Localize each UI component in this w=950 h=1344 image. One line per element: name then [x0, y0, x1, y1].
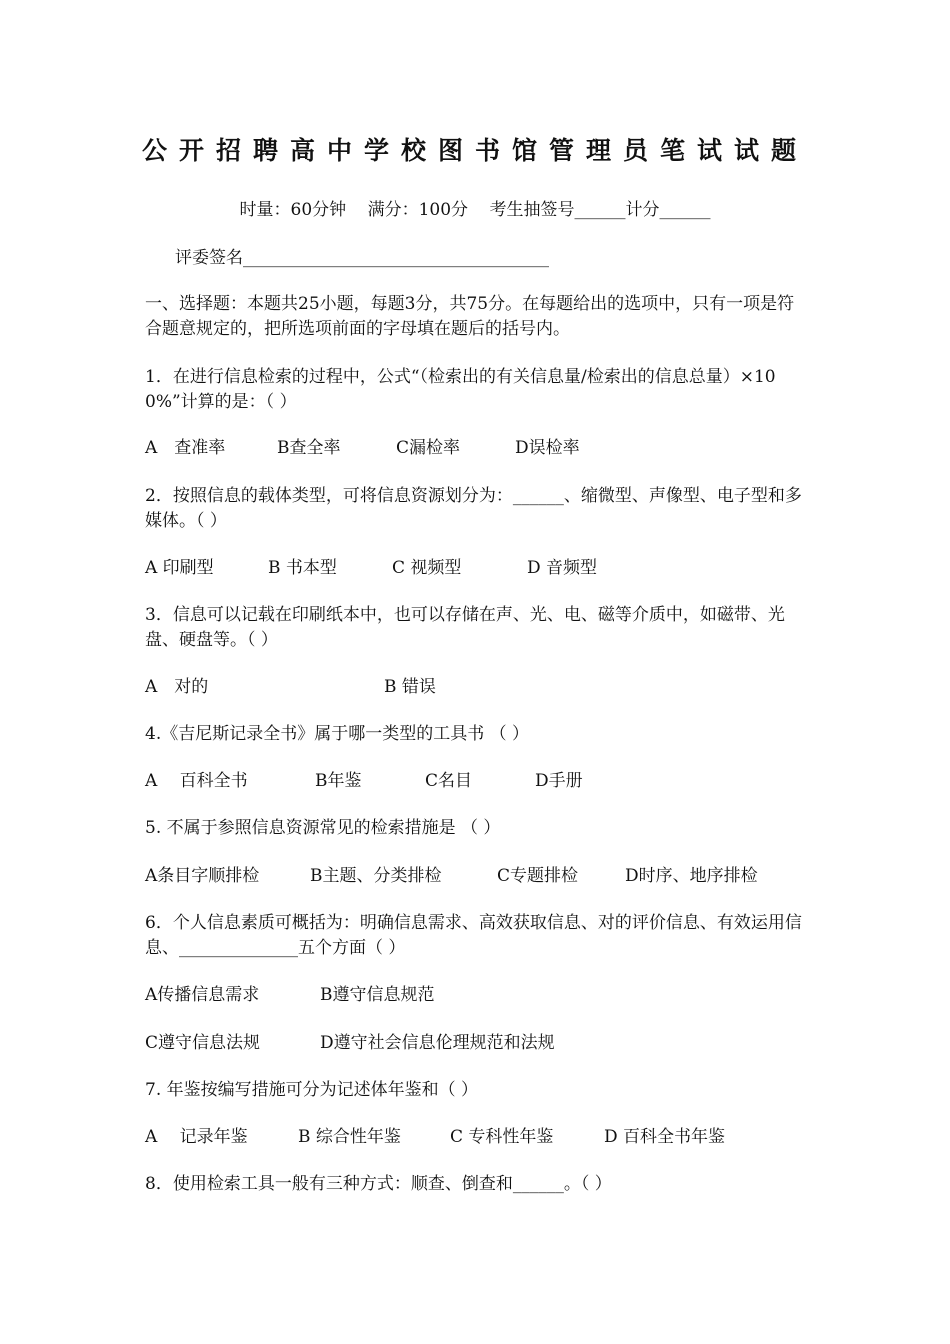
- question-5-option-a: A条目字顺排检: [145, 866, 260, 886]
- question-4: 4.《吉尼斯记录全书》属于哪一类型的工具书 （ ）: [145, 724, 530, 744]
- question-7: 7. 年鉴按编写措施可分为记述体年鉴和（ ）: [145, 1080, 479, 1100]
- question-6-option-a: A传播信息需求: [145, 985, 260, 1005]
- question-1-option-a: A 查准率: [145, 438, 226, 458]
- question-6-option-c: C遵守信息法规: [145, 1033, 261, 1053]
- question-5-option-d: D时序、地序排检: [625, 866, 758, 886]
- question-8: 8．使用检索工具一般有三种方式：顺查、倒查和______。（ ）: [145, 1174, 612, 1194]
- question-5-option-c: C专题排检: [497, 866, 579, 886]
- exam-score: 满分：100分: [367, 200, 469, 220]
- exam-time: 时量：60分钟: [239, 200, 347, 220]
- section-instructions: 一、选择题：本题共25小题，每题3分，共75分。在每题给出的选项中，只有一项是符合题意规定的，把所选项前面的字母填在题后的括号内。: [145, 294, 795, 339]
- question-3-option-a: A 对的: [145, 677, 209, 697]
- question-3-option-b: B 错误: [384, 677, 436, 697]
- question-1-option-d: D误检率: [515, 438, 580, 458]
- question-7-option-b: B 综合性年鉴: [298, 1127, 401, 1147]
- question-1-option-c: C漏检率: [396, 438, 461, 458]
- question-7-option-c: C 专科性年鉴: [450, 1127, 554, 1147]
- question-5: 5. 不属于参照信息资源常见的检索措施是 （ ）: [145, 818, 501, 838]
- question-5-option-b: B主题、分类排检: [310, 866, 442, 886]
- page-title: 公开招聘高中学校图书馆管理员笔试试题: [141, 136, 808, 165]
- question-2-option-d: D 音频型: [527, 558, 598, 578]
- question-3: 3．信息可以记载在印刷纸本中，也可以存储在声、光、电、磁等介质中，如磁带、光盘、硬盘等。（ ）: [145, 605, 785, 650]
- exam-draw-number: 考生抽签号______计分______: [489, 200, 711, 220]
- judge-signature: 评委签名____________________________________: [175, 248, 549, 268]
- question-2-option-a: A 印刷型: [145, 558, 214, 578]
- question-2: 2．按照信息的载体类型，可将信息资源划分为：______、缩微型、声像型、电子型和多媒体。（ ）: [145, 486, 802, 531]
- question-4-option-b: B年鉴: [315, 771, 362, 791]
- question-1: 1．在进行信息检索的过程中，公式“（检索出的有关信息量/检索出的信息总量）×100%”计算的是：（ ）: [145, 367, 776, 412]
- question-6-option-b: B遵守信息规范: [320, 985, 435, 1005]
- question-4-option-c: C名目: [425, 771, 473, 791]
- exam-meta: [0, 198, 950, 222]
- question-4-option-d: D手册: [535, 771, 583, 791]
- question-7-option-d: D 百科全书年鉴: [604, 1127, 726, 1147]
- question-6: 6．个人信息素质可概括为：明确信息需求、高效获取信息、对的评价信息、有效运用信息、______________五个方面（ ）: [145, 913, 802, 958]
- question-6-option-d: D遵守社会信息伦理规范和法规: [320, 1033, 555, 1053]
- question-1-option-b: B查全率: [277, 438, 341, 458]
- question-2-option-c: C 视频型: [392, 558, 462, 578]
- question-2-option-b: B 书本型: [268, 558, 337, 578]
- question-7-option-a: A 记录年鉴: [145, 1127, 248, 1147]
- question-4-option-a: A 百科全书: [145, 771, 248, 791]
